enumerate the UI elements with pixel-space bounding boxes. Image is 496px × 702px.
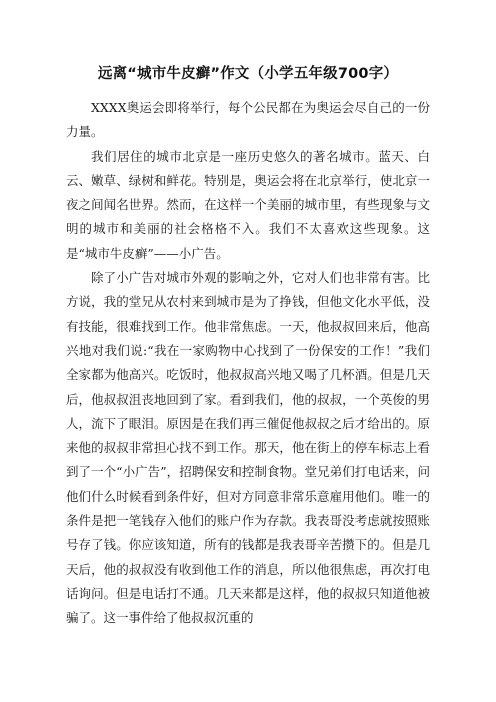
- paragraph: 我们居住的城市北京是一座历史悠久的著名城市。蓝天、白云、嫩草、绿树和鲜花。特别是，奥运会将在北京举行，使北京一夜之间闻名世界。然而，在这样一个美丽的城市里，有些现象与文明的城市和美丽的社会格格不入。我们不太喜欢这些现象。这是“城市牛皮癣”——小广告。: [66, 148, 430, 261]
- document-title: 远离“城市牛皮癣”作文（小学五年级700字）: [97, 66, 399, 82]
- paragraph: 除了小广告对城市外观的影响之外，它对人们也非常有害。比方说，我的堂兄从农村来到城市是为了挣钱，但他文化水平低，没有技能，很难找到工作。他非常焦虑。一天，他叔叔回来后，他高兴地对我们说:“我在一家购物中心找到了一份保安的工作！”我们全家都为他高兴。吃饭时，他叔叔高兴地又喝了几杯酒。但是几天后，他叔叔沮丧地回到了家。看到我们，他的叔叔，一个英俊的男人，流下了眼泪。原因是在我们再三催促他叔叔之后才给出的。原来他的叔叔非常担心找不到工作。那天，他在街上的停车标志上看到了一个“小广告”，招聘保安和控制食物。堂兄弟们打电话来，问他们什么时候看到条件好，但对方同意非常乐意雇用他们。唯一的条件是把一笔钱存入他们的账户作为存款。我表哥没考虑就按照账号存了钱。你应该知道，所有的钱都是我表哥辛苦攒下的。但是几天后，他的叔叔没有收到他工作的消息，所以他很焦虑，再次打电话询问。但是电话打不通。几天来都是这样，他的叔叔只知道他被骗了。这一事件给了他叔叔沉重的: [66, 270, 430, 626]
- document-body: [66, 96, 430, 631]
- paragraph: XXXX奥运会即将举行，每个公民都在为奥运会尽自己的一份力量。: [66, 100, 430, 140]
